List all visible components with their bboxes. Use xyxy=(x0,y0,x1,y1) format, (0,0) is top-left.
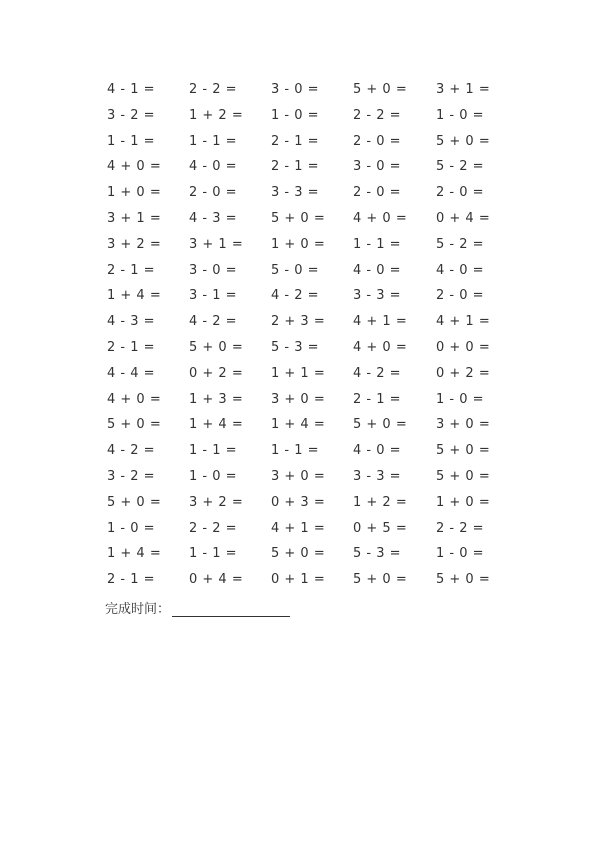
math-problem: 4 - 2 = xyxy=(107,443,156,459)
math-problem: 0 + 3 = xyxy=(271,494,326,510)
problem-row xyxy=(107,261,507,287)
math-problem: 1 + 4 = xyxy=(107,288,162,304)
math-problem: 0 + 5 = xyxy=(353,520,408,536)
problem-row xyxy=(107,390,507,416)
math-problem: 3 - 1 = xyxy=(189,288,238,304)
math-problem: 3 - 0 = xyxy=(189,262,238,278)
problem-row xyxy=(107,235,507,261)
math-problem: 1 + 0 = xyxy=(107,185,162,201)
math-problem: 4 - 2 = xyxy=(189,314,238,330)
math-problem: 0 + 2 = xyxy=(436,365,491,381)
math-problem: 1 + 3 = xyxy=(189,391,244,407)
problem-row xyxy=(107,286,507,312)
problem-row xyxy=(107,441,507,467)
math-problem: 1 - 1 = xyxy=(271,443,320,459)
math-problem: 5 - 2 = xyxy=(436,236,485,252)
math-problem: 5 + 0 = xyxy=(271,210,326,226)
problem-row xyxy=(107,106,507,132)
math-problem: 5 - 0 = xyxy=(271,262,320,278)
math-problem: 2 - 1 = xyxy=(271,159,320,175)
math-problem: 5 + 0 = xyxy=(353,417,408,433)
math-problem: 3 - 3 = xyxy=(353,288,402,304)
math-problem: 2 - 1 = xyxy=(271,133,320,149)
math-problem: 0 + 4 = xyxy=(189,572,244,588)
math-problem: 1 + 1 = xyxy=(271,365,326,381)
math-problem: 0 + 1 = xyxy=(271,572,326,588)
math-problem: 2 - 0 = xyxy=(436,185,485,201)
math-problem: 4 - 0 = xyxy=(353,443,402,459)
math-problem: 3 - 3 = xyxy=(353,468,402,484)
math-problem: 3 + 1 = xyxy=(107,210,162,226)
problem-row xyxy=(107,544,507,570)
math-problem: 4 + 1 = xyxy=(353,314,408,330)
math-problem: 4 - 1 = xyxy=(107,82,156,97)
math-problem: 5 + 0 = xyxy=(107,417,162,433)
math-problem: 3 + 2 = xyxy=(107,236,162,252)
math-problem: 5 + 0 = xyxy=(353,572,408,588)
math-problem: 1 + 0 = xyxy=(271,236,326,252)
math-problem: 1 - 1 = xyxy=(107,133,156,149)
math-problem: 5 - 3 = xyxy=(353,546,402,562)
math-problem: 5 + 0 = xyxy=(271,546,326,562)
problem-grid xyxy=(107,80,507,596)
math-problem: 5 + 0 = xyxy=(436,572,491,588)
math-problem: 5 + 0 = xyxy=(107,494,162,510)
math-problem: 4 - 0 = xyxy=(189,159,238,175)
math-problem: 1 + 4 = xyxy=(189,417,244,433)
math-problem: 1 - 1 = xyxy=(353,236,402,252)
math-problem: 1 + 0 = xyxy=(436,494,491,510)
math-problem: 1 - 0 = xyxy=(189,468,238,484)
math-problem: 4 + 0 = xyxy=(107,391,162,407)
math-problem: 0 + 0 = xyxy=(436,339,491,355)
math-problem: 1 + 2 = xyxy=(353,494,408,510)
math-problem: 5 + 0 = xyxy=(353,82,408,97)
math-problem: 4 - 3 = xyxy=(189,210,238,226)
math-problem: 3 + 1 = xyxy=(436,82,491,97)
problem-row xyxy=(107,570,507,596)
math-problem: 1 - 0 = xyxy=(436,107,485,123)
math-problem: 4 - 0 = xyxy=(436,262,485,278)
math-problem: 4 + 1 = xyxy=(436,314,491,330)
math-problem: 4 - 2 = xyxy=(353,365,402,381)
math-problem: 3 - 0 = xyxy=(353,159,402,175)
math-problem: 1 - 0 = xyxy=(436,546,485,562)
math-problem: 2 - 2 = xyxy=(353,107,402,123)
math-problem: 1 - 0 = xyxy=(107,520,156,536)
completion-time-label: 完成时间： xyxy=(105,602,171,617)
math-problem: 4 + 0 = xyxy=(353,339,408,355)
problem-row xyxy=(107,209,507,235)
math-problem: 3 - 2 = xyxy=(107,107,156,123)
math-problem: 1 - 0 = xyxy=(436,391,485,407)
math-problem: 3 - 0 = xyxy=(271,82,320,97)
problem-row xyxy=(107,183,507,209)
math-problem: 5 - 3 = xyxy=(271,339,320,355)
math-problem: 2 - 1 = xyxy=(107,262,156,278)
math-problem: 0 + 2 = xyxy=(189,365,244,381)
math-problem: 2 - 2 = xyxy=(436,520,485,536)
math-problem: 4 - 4 = xyxy=(107,365,156,381)
math-problem: 4 + 0 = xyxy=(107,159,162,175)
problem-row xyxy=(107,80,507,106)
math-problem: 1 - 1 = xyxy=(189,133,238,149)
math-problem: 2 - 1 = xyxy=(107,572,156,588)
problem-row xyxy=(107,415,507,441)
math-problem: 1 + 4 = xyxy=(271,417,326,433)
math-problem: 3 + 0 = xyxy=(271,468,326,484)
math-problem: 1 - 1 = xyxy=(189,443,238,459)
math-problem: 2 - 1 = xyxy=(107,339,156,355)
math-problem: 2 - 0 = xyxy=(353,133,402,149)
math-problem: 5 - 2 = xyxy=(436,159,485,175)
math-problem: 5 + 0 = xyxy=(436,443,491,459)
math-problem: 3 - 3 = xyxy=(271,185,320,201)
math-problem: 2 - 2 = xyxy=(189,82,238,97)
problem-row xyxy=(107,493,507,519)
problem-row xyxy=(107,312,507,338)
problem-row xyxy=(107,364,507,390)
math-problem: 4 - 0 = xyxy=(353,262,402,278)
problem-row xyxy=(107,467,507,493)
math-problem: 5 + 0 = xyxy=(189,339,244,355)
math-problem: 2 + 3 = xyxy=(271,314,326,330)
problem-row xyxy=(107,132,507,158)
problem-row xyxy=(107,519,507,545)
math-problem: 1 - 1 = xyxy=(189,546,238,562)
math-problem: 1 - 0 = xyxy=(271,107,320,123)
math-problem: 4 + 1 = xyxy=(271,520,326,536)
math-problem: 3 + 2 = xyxy=(189,494,244,510)
math-problem: 4 - 3 = xyxy=(107,314,156,330)
math-problem: 1 + 2 = xyxy=(189,107,244,123)
math-problem: 0 + 4 = xyxy=(436,210,491,226)
math-problem: 4 + 0 = xyxy=(353,210,408,226)
math-problem: 2 - 2 = xyxy=(189,520,238,536)
math-problem: 2 - 0 = xyxy=(353,185,402,201)
math-problem: 4 - 2 = xyxy=(271,288,320,304)
math-problem: 5 + 0 = xyxy=(436,468,491,484)
math-problem: 3 + 1 = xyxy=(189,236,244,252)
math-problem: 3 - 2 = xyxy=(107,468,156,484)
math-problem: 3 + 0 = xyxy=(271,391,326,407)
problem-row xyxy=(107,338,507,364)
math-problem: 5 + 0 = xyxy=(436,133,491,149)
completion-time-blank[interactable] xyxy=(172,602,290,617)
math-problem: 2 - 0 = xyxy=(436,288,485,304)
problem-row xyxy=(107,157,507,183)
math-problem: 2 - 1 = xyxy=(353,391,402,407)
math-problem: 1 + 4 = xyxy=(107,546,162,562)
completion-time-field xyxy=(105,598,290,617)
math-problem: 2 - 0 = xyxy=(189,185,238,201)
math-problem: 3 + 0 = xyxy=(436,417,491,433)
